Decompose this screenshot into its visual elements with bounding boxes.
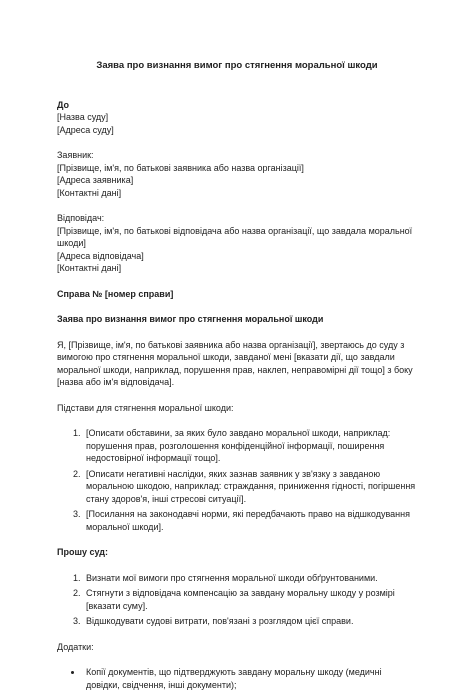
requests-list <box>57 572 417 628</box>
grounds-list <box>57 427 417 533</box>
addressee-block <box>57 99 417 137</box>
applicant-block <box>57 149 417 199</box>
court-name: [Назва суду] <box>57 112 109 122</box>
list-item: 3. Відшкодувати судові витрати, пов'язані з розглядом цієї справи. <box>83 615 417 628</box>
applicant-label: Заявник: <box>57 150 94 160</box>
list-item: 3. [Посилання на законодавчі норми, які передбачають право на відшкодування моральної шкоди]. <box>83 508 417 533</box>
applicant-address: [Адреса заявника] <box>57 175 134 185</box>
addressee-label: До <box>57 99 70 110</box>
respondent-contacts: [Контактні дані] <box>57 263 122 273</box>
document-title: Заява про визнання вимог про стягнення моральної шкоди <box>96 60 378 71</box>
case-number: Справа № [номер справи] <box>57 288 174 299</box>
list-item: 1. [Описати обставини, за яких було завдано моральної шкоди, наприклад: порушення прав, розголошення конфіденційної інформації, поширення недостовірної інформації тощо]. <box>83 427 417 465</box>
list-item: 1. Визнати мої вимоги про стягнення моральної шкоди обґрунтованими. <box>83 572 417 585</box>
application-subtitle: Заява про визнання вимог про стягнення моральної шкоди <box>57 314 324 324</box>
list-item: • Копії документів, що підтверджують завдану моральну шкоду (медичні довідки, свідчення, інші документи); <box>83 666 417 691</box>
respondent-name: [Прізвище, ім'я, по батькові відповідача або назва організації, що завдала моральної шкоди] <box>57 225 413 248</box>
request-label: Прошу суд: <box>57 547 108 557</box>
court-address: [Адреса суду] <box>57 124 114 135</box>
applicant-name: [Прізвище, ім'я, по батькові заявника або назва організації] <box>57 162 304 173</box>
respondent-block <box>57 212 417 275</box>
attachments-label: Додатки: <box>57 641 94 652</box>
intro-paragraph: Я, [Прізвище, ім'я, по батькові заявника або назва організації], звертаюсь до суду з вимогою про стягнення моральної шкоди, завданої мені [вказати дії, що завдали моральної шкоди, наприклад, порушення прав, наклеп, неправомірні дії тощо] з боку [назва або ім'я відповідача]. <box>57 339 413 387</box>
applicant-contacts: [Контактні дані] <box>57 187 122 198</box>
respondent-label: Відповідач: <box>57 213 105 223</box>
respondent-address: [Адреса відповідача] <box>57 250 144 261</box>
list-item: 2. [Описати негативні наслідки, яких зазнав заявник у зв'язку з завданою моральною шкодою, наприклад: страждання, приниження гідності, погіршення стану здоров'я, інші стресові ситуації]. <box>83 468 417 506</box>
grounds-label: Підстави для стягнення моральної шкоди: <box>57 402 234 413</box>
list-item: 2. Стягнути з відповідача компенсацію за завдану моральну шкоду у розмірі [вказати суму]. <box>83 587 417 612</box>
